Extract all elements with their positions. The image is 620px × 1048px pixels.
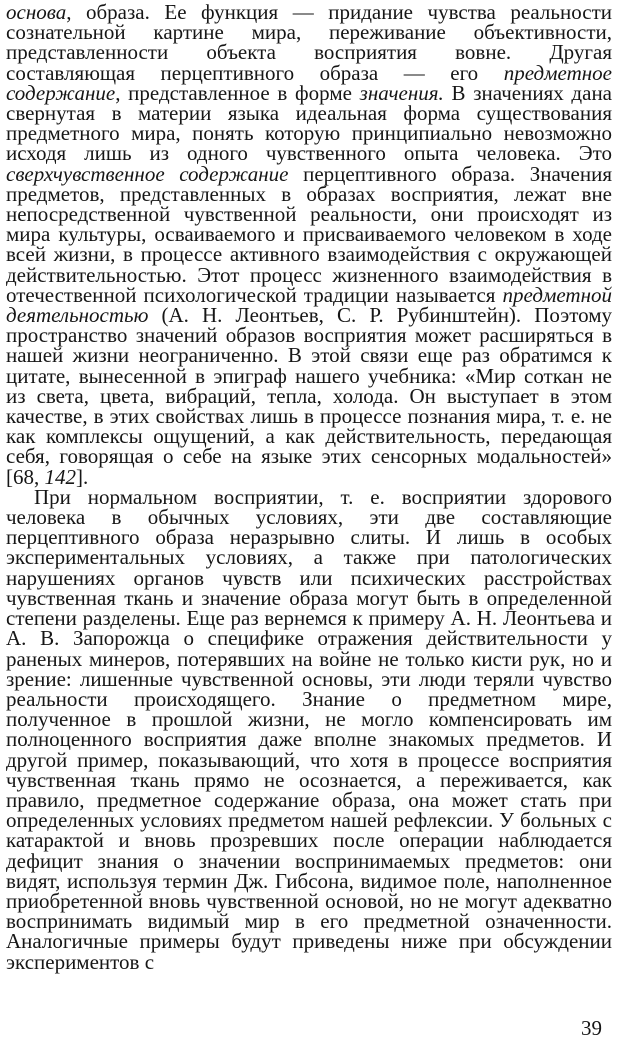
italic-term: предметной деятельностью xyxy=(6,282,612,328)
text-run: перцептивного образа. Значения предметов, представленных в образах восприятия, лежат вне непосредственной чувственной реальности, они происходят из мира культуры, осваиваемого и присваиваемого человеком в ходе всей жизни, в процессе активного взаимодействия с окружающей действительностью. Этот процесс жизненного взаимодействия в отечественной психологической традиции называется xyxy=(6,161,612,307)
text-run: В значениях дана свернутая в материи языка идеальная форма существования предметного мира, понять которую принципиально невозможно исходя лишь из одного чувственного опыта человека. Это xyxy=(6,80,612,166)
paragraph-1 xyxy=(6,2,612,487)
italic-term: предметное содержание xyxy=(6,60,612,105)
text-run: , представленное в форме xyxy=(115,80,360,105)
italic-page-ref: 142 xyxy=(44,464,76,489)
paragraph-2: При нормальном восприятии, т. е. восприятии здорового человека в обычных условиях, эти две составляющие перцептивного образа неразрывно слиты. И лишь в особых экспериментальных условиях, а также при патологических нарушениях органов чувств или психических расстройствах чувственная ткань и значение образа могут быть в определенной степени разделены. Еще раз вернемся к примеру А. Н. Леонтьева и А. В. Запорожца о специфике отражения действительности у раненых минеров, потерявших на войне не только кисти рук, но и зрение: лишенные чувственной основы, эти люди теряли чувство реальности происходящего. Знание о предметном мире, полученное в прошлой жизни, не могло компенсировать им полноценного восприятия даже вполне знакомых предметов. И другой пример, показывающий, что хотя в процессе восприятия чувственная ткань прямо не осознается, а переживается, как правило, предметное содержание образа, она может стать при определенных условиях предметом нашей рефлексии. У больных с катарактой и вновь прозревших после операции наблюдается дефицит знания о значении воспринимаемых предметов: они видят, используя термин Дж. Гибсона, видимое поле, наполненное приобретенной вновь чувственной основой, но не могут адекватно воспринимать видимый мир в его предметной означенности. Аналогичные примеры будут приведены ниже при обсуждении экспериментов с xyxy=(6,484,612,974)
page-number: 39 xyxy=(581,1016,602,1040)
italic-term: значения. xyxy=(359,80,444,105)
text-run: ]. xyxy=(76,464,89,489)
text-run: , образа. Ее функция — придание чувства реальности сознательной картине мира, переживание объективности, представленности объекта восприятия вовне. Другая составляющая перцептивного образа — его xyxy=(6,0,612,85)
italic-term: сверхчувственное содержание xyxy=(6,161,289,186)
text-run: (А. Н. Леонтьев, С. Р. Рубинштейн). Поэтому пространство значений образов восприятия может расширяться в нашей жизни неограниченно. В этой связи еще раз обратимся к цитате, вынесенной в эпиграф нашего учебника: «Мир соткан не из света, цвета, вибраций, тепла, холода. Он выступает в этом качестве, в этих свойствах лишь в процессе познания мира, т. е. не как комплексы ощущений, а как действительность, передающая себя, говорящая о себе на языке этих сенсорных модальностей» [68, xyxy=(6,303,612,489)
italic-term: основа xyxy=(6,0,67,24)
